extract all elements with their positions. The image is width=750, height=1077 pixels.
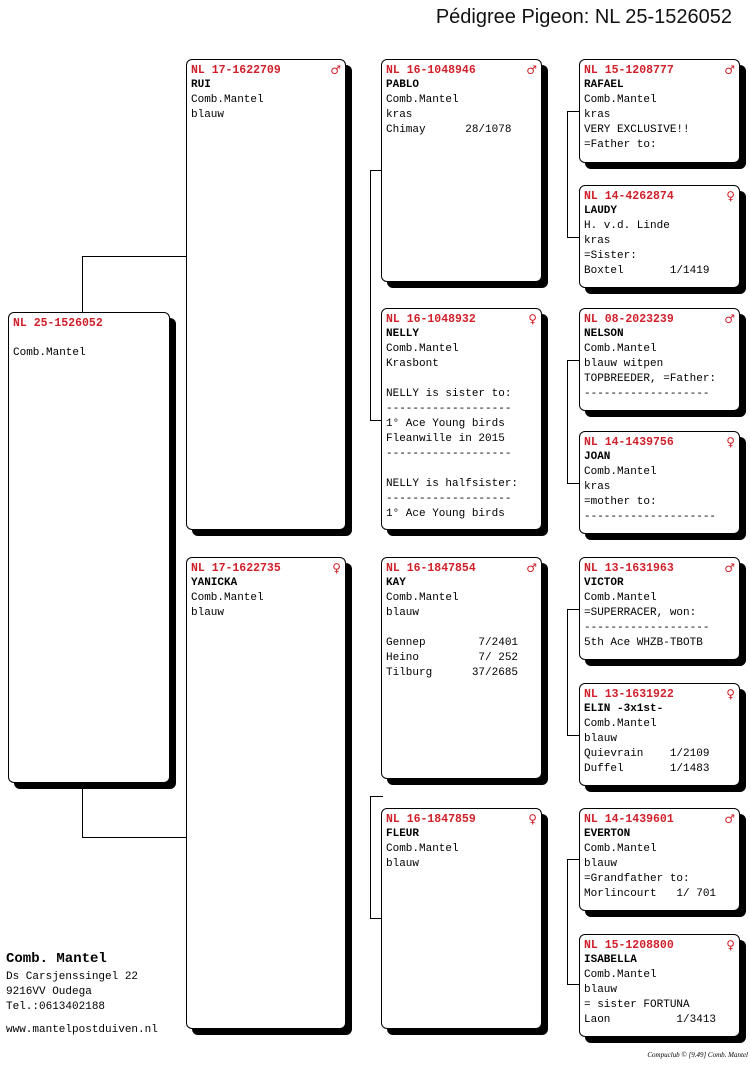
ring-number-row — [191, 561, 341, 576]
breeder-website[interactable]: www.mantelpostduiven.nl — [6, 1024, 158, 1036]
pigeon-card-mmf[interactable] — [579, 808, 740, 911]
pigeon-info-line: Morlincourt 1/ 701 — [584, 888, 717, 900]
pigeon-info-line: Comb.Mantel — [386, 343, 459, 355]
ring-number: NL 14-4262874 — [584, 190, 674, 203]
pigeon-info-line: NELLY is sister to: — [386, 388, 512, 400]
connector — [567, 111, 568, 237]
spacer — [386, 372, 537, 387]
pigeon-info-line: Quievrain 1/2109 — [584, 748, 710, 760]
pigeon-name: EVERTON — [584, 828, 631, 840]
ring-number-row — [584, 63, 735, 78]
female-icon: ♀ — [726, 687, 735, 701]
pigeon-name: FLEUR — [386, 828, 420, 840]
pigeon-name: VICTOR — [584, 577, 624, 589]
pigeon-card-mm[interactable] — [381, 808, 542, 1029]
page-title: Pédigree Pigeon: NL 25-1526052 — [435, 6, 732, 28]
pigeon-info-line: TOPBREEDER, =Father: — [584, 373, 717, 385]
pigeon-info-line: blauw — [584, 733, 618, 745]
ring-number: NL 14-1439601 — [584, 813, 674, 826]
pigeon-info-line: H. v.d. Linde — [584, 220, 670, 232]
pigeon-info-line: Comb.Mantel — [584, 94, 657, 106]
pigeon-info-line: Boxtel 1/1419 — [584, 265, 710, 277]
connector — [567, 360, 568, 483]
pigeon-card-mf[interactable] — [381, 557, 542, 779]
pigeon-name: JOAN — [584, 451, 611, 463]
ring-number: NL 17-1622709 — [191, 64, 281, 77]
pigeon-info-line: ------------------- — [386, 448, 512, 460]
pigeon-card-fff[interactable] — [579, 59, 740, 163]
ring-number: NL 16-1847854 — [386, 562, 476, 575]
breeder-address-line1: Ds Carsjenssingel 22 — [6, 971, 139, 983]
pigeon-info-line: blauw witpen — [584, 358, 664, 370]
pigeon-name: RUI — [191, 79, 211, 91]
female-icon: ♀ — [726, 189, 735, 203]
pigeon-info-line: Comb.Mantel — [191, 94, 264, 106]
pigeon-name: ELIN -3x1st- — [584, 703, 664, 715]
ring-number-row — [191, 63, 341, 78]
pigeon-info-line: blauw — [191, 109, 225, 121]
male-icon: ♂ — [724, 812, 735, 826]
ring-number: NL 16-1048932 — [386, 313, 476, 326]
breeder-name: Comb. Mantel — [6, 951, 107, 967]
ring-number: NL 13-1631922 — [584, 688, 674, 701]
ring-number: NL 15-1208777 — [584, 64, 674, 77]
pigeon-info-line: =SUPERRACER, won: — [584, 607, 697, 619]
breeder-phone: Tel.:0613402188 — [6, 1001, 106, 1013]
pigeon-info-line: Comb.Mantel — [584, 466, 657, 478]
pigeon-info-line: Laon 1/3413 — [584, 1014, 717, 1026]
female-icon: ♀ — [528, 312, 537, 326]
ring-number-row — [13, 316, 165, 331]
pigeon-name: LAUDY — [584, 205, 618, 217]
ring-number: NL 14-1439756 — [584, 436, 674, 449]
pigeon-info-line: =Grandfather to: — [584, 873, 690, 885]
ring-number-row — [386, 63, 537, 78]
pigeon-card-ff[interactable] — [381, 59, 542, 282]
female-icon: ♀ — [726, 938, 735, 952]
pigeon-info-line: 5th Ace WHZB-TBOTB — [584, 637, 703, 649]
software-credit: Compuclub © [9.49] Comb. Mantel — [647, 1051, 748, 1059]
spacer — [386, 462, 537, 477]
ring-number-row — [584, 435, 735, 450]
pigeon-info-line: -------------------- — [584, 511, 717, 523]
pigeon-card-fmm[interactable] — [579, 431, 740, 534]
pigeon-info-line: Comb.Mantel — [584, 343, 657, 355]
ring-number-row — [386, 812, 537, 827]
pigeon-card-fm[interactable] — [381, 308, 542, 530]
pigeon-info-line: kras — [584, 235, 611, 247]
pigeon-card-mmm[interactable] — [579, 934, 740, 1037]
pigeon-name: NELLY — [386, 328, 420, 340]
pigeon-name: YANICKA — [191, 577, 238, 589]
pigeon-name: PABLO — [386, 79, 420, 91]
pigeon-info-line: ------------------- — [386, 493, 512, 505]
male-icon: ♂ — [724, 561, 735, 575]
pigeon-info-line: =mother to: — [584, 496, 657, 508]
pigeon-name: KAY — [386, 577, 406, 589]
connector — [82, 837, 188, 838]
pigeon-card-father[interactable] — [186, 59, 346, 530]
pigeon-info-line: Comb.Mantel — [191, 592, 264, 604]
pigeon-info-line: =Sister: — [584, 250, 637, 262]
pigeon-info-line: =Father to: — [584, 139, 657, 151]
ring-number-row — [584, 812, 735, 827]
pigeon-info-line: 1° Ace Young birds — [386, 508, 505, 520]
ring-number: NL 17-1622735 — [191, 562, 281, 575]
male-icon: ♂ — [330, 63, 341, 77]
spacer — [13, 331, 165, 346]
ring-number: NL 16-1048946 — [386, 64, 476, 77]
connector — [370, 170, 371, 420]
connector — [567, 609, 568, 735]
ring-number: NL 25-1526052 — [13, 317, 103, 330]
pigeon-info-line: kras — [386, 109, 413, 121]
pigeon-info-line: VERY EXCLUSIVE!! — [584, 124, 690, 136]
breeder-info — [6, 952, 158, 1038]
ring-number: NL 16-1847859 — [386, 813, 476, 826]
female-icon: ♀ — [528, 812, 537, 826]
pigeon-info-line: Gennep 7/2401 — [386, 637, 519, 649]
pigeon-card-mother[interactable] — [186, 557, 346, 1029]
ring-number-row — [584, 189, 735, 204]
pigeon-card-mfm[interactable] — [579, 683, 740, 786]
pigeon-name: RAFAEL — [584, 79, 624, 91]
pigeon-info-line: Comb.Mantel — [584, 969, 657, 981]
pigeon-card-subject[interactable] — [8, 312, 170, 783]
breeder-address-line2: 9216VV Oudega — [6, 986, 92, 998]
pigeon-info-line: blauw — [584, 984, 618, 996]
pigeon-info-line: kras — [584, 481, 611, 493]
pigeon-name: NELSON — [584, 328, 624, 340]
ring-number-row — [386, 561, 537, 576]
spacer — [386, 621, 537, 636]
pigeon-info-line: Comb.Mantel — [584, 592, 657, 604]
pigeon-info-line: blauw — [386, 858, 420, 870]
male-icon: ♂ — [724, 63, 735, 77]
pigeon-info-line: Heino 7/ 252 — [386, 652, 519, 664]
connector — [370, 796, 383, 797]
ring-number: NL 13-1631963 — [584, 562, 674, 575]
pigeon-card-fmf[interactable] — [579, 308, 740, 411]
pigeon-info-line: blauw — [386, 607, 420, 619]
pigeon-info-line: Comb.Mantel — [386, 94, 459, 106]
pigeon-info-line: Krasbont — [386, 358, 439, 370]
pigeon-card-ffm[interactable] — [579, 185, 740, 288]
pigeon-info-line: Comb.Mantel — [386, 592, 459, 604]
female-icon: ♀ — [726, 435, 735, 449]
ring-number-row — [386, 312, 537, 327]
connector — [567, 859, 568, 984]
pigeon-info-line: = sister FORTUNA — [584, 999, 690, 1011]
pigeon-info-line: Duffel 1/1483 — [584, 763, 710, 775]
pigeon-info-line: ------------------- — [386, 403, 512, 415]
pigeon-info-line: Comb.Mantel — [13, 347, 86, 359]
male-icon: ♂ — [526, 561, 537, 575]
pigeon-info-line: 1° Ace Young birds — [386, 418, 505, 430]
pigeon-info-line: Chimay 28/1078 — [386, 124, 512, 136]
pigeon-card-mff[interactable] — [579, 557, 740, 660]
pigeon-info-line: Fleanwille in 2015 — [386, 433, 505, 445]
pigeon-info-line: blauw — [191, 607, 225, 619]
pigeon-info-line: NELLY is halfsister: — [386, 478, 519, 490]
ring-number-row — [584, 938, 735, 953]
pigeon-info-line: Tilburg 37/2685 — [386, 667, 519, 679]
ring-number: NL 15-1208800 — [584, 939, 674, 952]
ring-number: NL 08-2023239 — [584, 313, 674, 326]
pigeon-name: ISABELLA — [584, 954, 637, 966]
pigeon-info-line: kras — [584, 109, 611, 121]
ring-number-row — [584, 312, 735, 327]
pigeon-info-line: Comb.Mantel — [386, 843, 459, 855]
pigeon-info-line: ------------------- — [584, 622, 710, 634]
pigeon-info-line: ------------------- — [584, 388, 710, 400]
pigeon-info-line: blauw — [584, 858, 618, 870]
female-icon: ♀ — [332, 561, 341, 575]
connector — [82, 256, 188, 257]
pigeon-info-line: Comb.Mantel — [584, 718, 657, 730]
connector — [370, 796, 371, 918]
pigeon-info-line: Comb.Mantel — [584, 843, 657, 855]
male-icon: ♂ — [526, 63, 537, 77]
ring-number-row — [584, 561, 735, 576]
ring-number-row — [584, 687, 735, 702]
male-icon: ♂ — [724, 312, 735, 326]
